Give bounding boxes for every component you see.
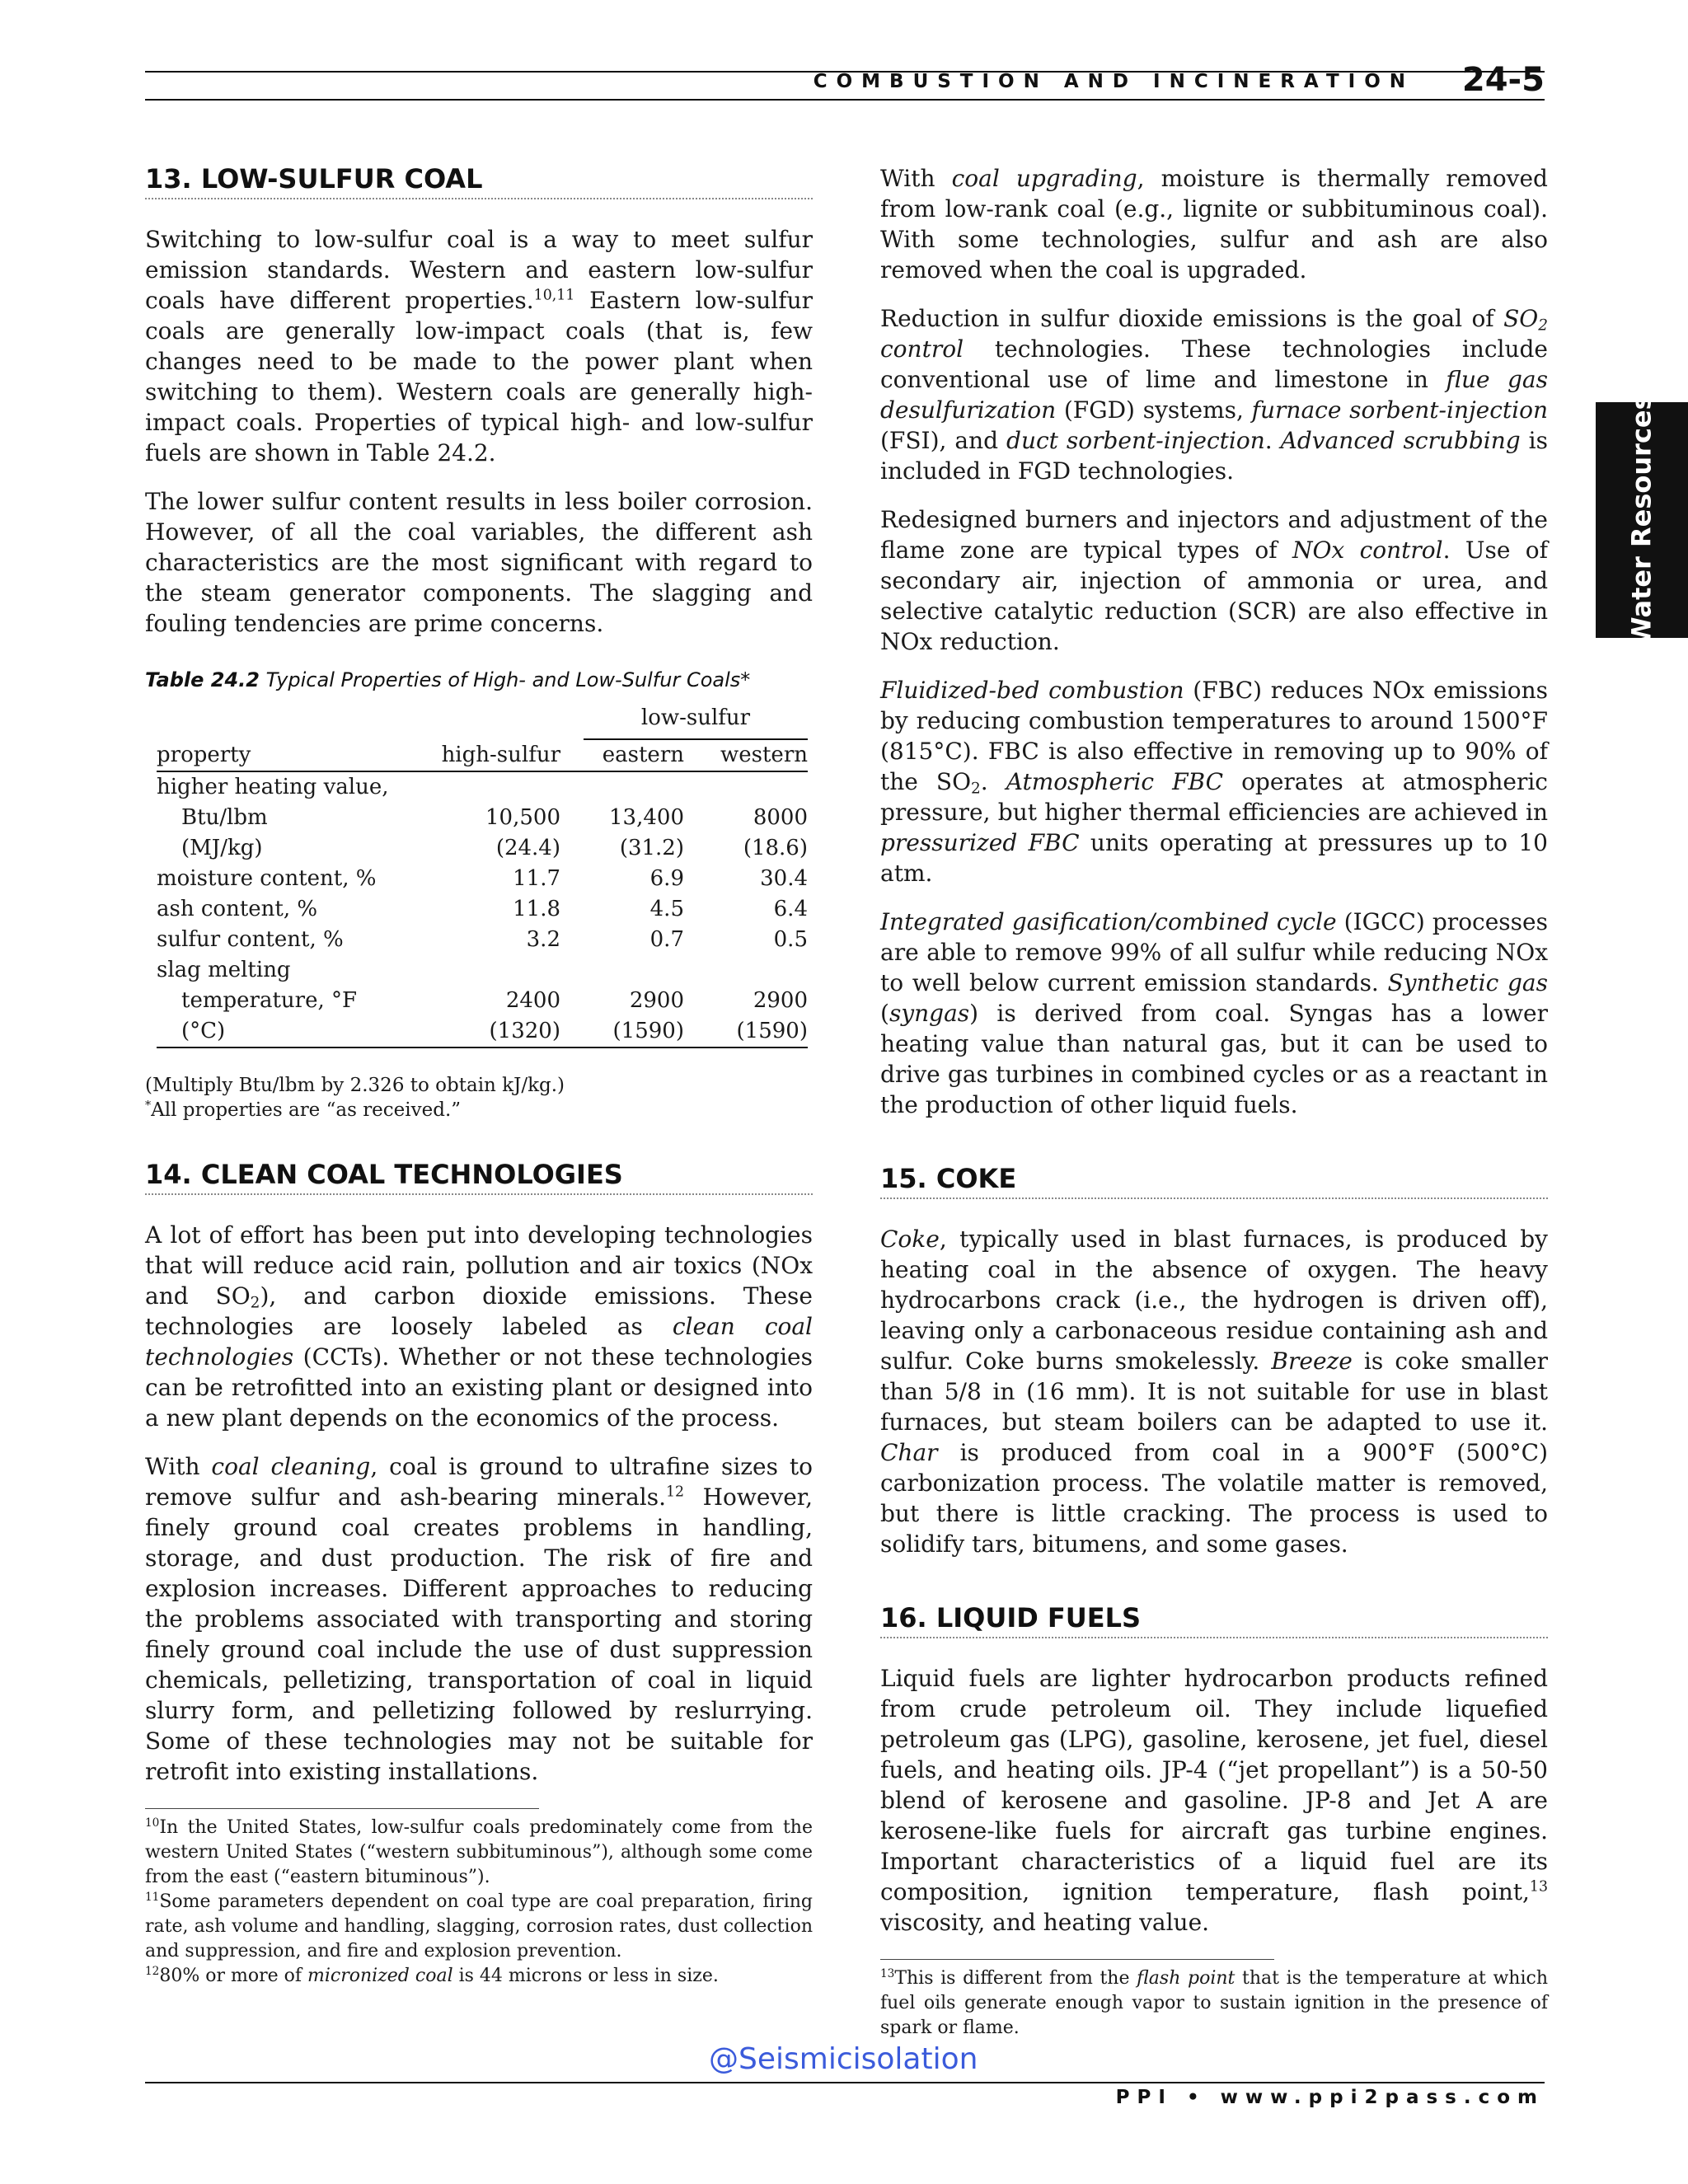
text: Redesigned burners and injectors and adjustment of the flame zone are typical types of bbox=[880, 506, 1548, 564]
cell-western: 2900 bbox=[753, 988, 808, 1013]
section-heading-low-sulfur-coal: 13. LOW-SULFUR COAL bbox=[145, 163, 813, 199]
term-part: SO bbox=[1503, 305, 1539, 332]
term: Integrated gasification/combined cycle bbox=[880, 908, 1337, 935]
cell-eastern: (31.2) bbox=[619, 836, 684, 860]
paragraph bbox=[880, 1224, 1548, 1559]
term: furnace sorbent-injection bbox=[1251, 396, 1549, 424]
cell-western bbox=[684, 771, 808, 803]
term: Char bbox=[880, 1439, 938, 1466]
cell-high: 11.8 bbox=[513, 897, 560, 921]
subscript: 2 bbox=[1538, 316, 1548, 335]
table-row bbox=[157, 955, 808, 986]
table-row bbox=[157, 864, 808, 894]
cell-western: (1590) bbox=[684, 1016, 808, 1047]
row-label: slag melting bbox=[157, 958, 291, 982]
text: Eastern low-sulfur coals are generally low-impact coals (that is, few changes need to be made to the power plant when switching to them). Western coals are generally high-impact coals. Properties of typical high- and low-sulfur fuels are shown in Table 24.2. bbox=[145, 287, 814, 466]
text: , moisture is thermally removed from low-rank coal (e.g., lignite or subbituminous coal). With some technologies, sulfur and ash are also removed when the coal is upgraded. bbox=[880, 165, 1548, 284]
footnote-text: 80% or more of bbox=[159, 1966, 308, 1986]
footnote-number: 10 bbox=[145, 1816, 160, 1830]
cell-western: 30.4 bbox=[760, 866, 808, 891]
term: Fluidized-bed combustion bbox=[880, 677, 1184, 704]
text: With bbox=[880, 165, 952, 192]
col-header-property: property bbox=[157, 740, 429, 771]
cell-high: 10,500 bbox=[485, 805, 560, 830]
footnote-number: 12 bbox=[145, 1964, 160, 1978]
paragraph bbox=[880, 907, 1548, 1120]
term: Synthetic gas bbox=[1387, 969, 1548, 996]
row-label: temperature, °F bbox=[181, 988, 358, 1013]
term: micronized coal bbox=[307, 1966, 453, 1986]
footnote-number: 13 bbox=[880, 1966, 895, 1980]
footnote-11 bbox=[145, 1890, 813, 1964]
footer-publisher: PPI • www.ppi2pass.com bbox=[1115, 2087, 1545, 2108]
table-note-asterisk: *All properties are “as received.” bbox=[145, 1099, 462, 1121]
text: (FBC) reduces NOx emissions by reducing combustion temperatures to around 1500°F (815°C). FBC is also effective in removing up to 90% of the SO bbox=[880, 677, 1548, 795]
cell-high: 2400 bbox=[505, 988, 560, 1013]
col-header-western: western bbox=[684, 740, 808, 771]
cell-high: (1320) bbox=[429, 1016, 560, 1047]
text: operates at atmospheric pressure, but higher thermal efficiencies are achieved in bbox=[880, 768, 1548, 826]
row-label: moisture content, % bbox=[157, 866, 377, 891]
row-label: (°C) bbox=[157, 1016, 429, 1047]
footnote-rule bbox=[145, 1808, 539, 1809]
text: ), and carbon dioxide emissions. These technologies are loosely labeled as bbox=[145, 1282, 813, 1340]
text: viscosity, and heating value. bbox=[880, 1909, 1210, 1936]
text: (FSI), and bbox=[880, 427, 1007, 454]
text: Switching to low-sulfur coal is a way to meet sulfur emission standards. Western and eastern low-sulfur coals have different properties. bbox=[145, 226, 813, 314]
cell-western: 6.4 bbox=[773, 897, 808, 921]
text: Reduction in sulfur dioxide emissions is the goal of bbox=[880, 305, 1504, 332]
paragraph bbox=[880, 504, 1548, 657]
paragraph bbox=[880, 675, 1548, 888]
table-caption bbox=[145, 668, 813, 691]
footnote-text: Some parameters dependent on coal type are coal preparation, firing rate, ash volume and handling, slagging, corrosion rates, dust collection and suppression, and fire and explosion prevention. bbox=[145, 1891, 813, 1961]
table-row bbox=[157, 771, 808, 803]
text: However, finely ground coal creates problems in handling, storage, and dust production. The risk of fire and explosion increases. Different approaches to reducing the problems associated with transporting and storing finely ground coal include the use of dust suppression chemicals, pelletizing, transportation of coal in liquid slurry form, and pelletizing followed by reslurrying. Some of these technologies may not be suitable for retrofit into existing installations. bbox=[145, 1483, 813, 1785]
text: A lot of effort has been put into developing technologies that will reduce acid rain, pollution and air toxics (NOx and SO bbox=[145, 1221, 813, 1310]
table-group-header-row bbox=[157, 703, 808, 740]
table-header-row bbox=[157, 740, 808, 771]
text: With bbox=[145, 1453, 212, 1480]
paragraph bbox=[880, 1663, 1548, 1938]
paragraph bbox=[145, 1451, 813, 1787]
cell-high bbox=[429, 771, 560, 803]
paragraph bbox=[880, 163, 1548, 285]
cell-western: (18.6) bbox=[743, 836, 808, 860]
term: Breeze bbox=[1271, 1347, 1353, 1375]
cell-high bbox=[429, 955, 560, 986]
table-note-text: All properties are “as received.” bbox=[151, 1099, 462, 1121]
text: (FGD) systems, bbox=[1056, 396, 1252, 424]
text: units operating at pressures up to 10 atm. bbox=[880, 829, 1548, 887]
cell-western: 0.5 bbox=[773, 927, 808, 952]
cell-eastern: 13,400 bbox=[609, 805, 684, 830]
term-part: control bbox=[880, 335, 964, 363]
table-row bbox=[157, 1016, 808, 1047]
term: flash point bbox=[1137, 1968, 1236, 1989]
term: syngas bbox=[889, 1000, 970, 1027]
section-heading-clean-coal: 14. CLEAN COAL TECHNOLOGIES bbox=[145, 1159, 813, 1195]
header-rule-bottom bbox=[145, 99, 1545, 101]
left-column bbox=[145, 163, 813, 1989]
row-label: (MJ/kg) bbox=[181, 836, 263, 860]
coal-properties-table bbox=[157, 703, 808, 1048]
cell-high: 11.7 bbox=[513, 866, 560, 891]
term: NOx control bbox=[1292, 537, 1443, 564]
table-row bbox=[157, 894, 808, 925]
cell-eastern: 4.5 bbox=[649, 897, 684, 921]
table-note-conversion: (Multiply Btu/lbm by 2.326 to obtain kJ/kg.) bbox=[145, 1075, 565, 1096]
term: flue gas desulfurization bbox=[880, 366, 1548, 424]
text: Liquid fuels are lighter hydrocarbon products refined from crude petroleum oil. They include liquefied petroleum gas (LPG), gasoline, kerosene, jet fuel, diesel fuels, and heating oils. JP-4 (“jet propellant”) is a 50-50 blend of kerosene and gasoline. JP-8 and Jet A are kerosene-like fuels for aircraft gas turbine engines. Important characteristics of a liquid fuel are its composition, ignition temperature, flash point, bbox=[880, 1665, 1548, 1905]
text: . Use of secondary air, injection of ammonia or urea, and selective catalytic reduction (SCR) are also effective in NOx reduction. bbox=[880, 537, 1548, 655]
footnote-12 bbox=[145, 1964, 813, 1989]
paragraph: A lot of effort has been put into developing technologies that will reduce acid rain, pollution and air toxics (NOx and $SO_2$), and carbon dioxide emissions. These technologies are loosely labeled as clean coal technologies (CCTs). Whether or not these technologies can be retrofitted into an existing plant or designed into a new plant depends on the economics of the process. bbox=[145, 1221, 814, 1432]
text: . bbox=[980, 768, 1006, 795]
text: (IGCC) processes are able to remove 99% of all sulfur while reducing NOx to well below current emission standards. bbox=[880, 908, 1548, 996]
row-label: ash content, % bbox=[157, 897, 318, 921]
page-number: 24-5 bbox=[1461, 61, 1545, 99]
text: ) is derived from coal. Syngas has a lower heating value than natural gas, but it can be used to drive gas turbines in combined cycles or as a reactant in the production of other liquid fuels. bbox=[880, 1000, 1548, 1118]
side-tab-label: Water Resources bbox=[1626, 394, 1658, 646]
text: . bbox=[1264, 427, 1281, 454]
table-row bbox=[157, 986, 808, 1016]
cell-western bbox=[684, 955, 808, 986]
footnote-ref: 12 bbox=[665, 1483, 685, 1501]
section-heading-coke: 15. COKE bbox=[880, 1163, 1548, 1199]
term: duct sorbent-injection bbox=[1006, 427, 1265, 454]
footer-rule bbox=[145, 2082, 1545, 2083]
cell-eastern: 0.7 bbox=[649, 927, 684, 952]
table-row bbox=[157, 803, 808, 833]
cell-western: 8000 bbox=[753, 805, 808, 830]
term: coal cleaning bbox=[211, 1453, 371, 1480]
paragraph: The lower sulfur content results in less boiler corrosion. However, of all the coal variables, the different ash characteristics are the most significant with regard to the steam generator components. The slagging and fouling tendencies are prime concerns. bbox=[145, 488, 813, 637]
footnote-10 bbox=[145, 1816, 813, 1890]
footnote-rule bbox=[880, 1959, 1274, 1960]
footnote-ref: 10,11 bbox=[533, 287, 575, 304]
text: is coke smaller than 5/8 in (16 mm). It is not suitable for use in blast furnaces, but steam boilers can be adapted to use it. bbox=[880, 1347, 1548, 1436]
term: clean coal technologies bbox=[145, 1313, 814, 1371]
group-header-low-sulfur bbox=[560, 703, 808, 740]
cell-eastern: (1590) bbox=[560, 1016, 684, 1047]
term: pressurized FBC bbox=[880, 829, 1080, 856]
term: Coke bbox=[880, 1226, 940, 1253]
subscript: 2 bbox=[971, 780, 981, 798]
term: Atmospheric FBC bbox=[1006, 768, 1224, 795]
table-row bbox=[157, 833, 808, 864]
watermark: @Seismicisolation bbox=[709, 2042, 978, 2076]
running-header-title: COMBUSTION AND INCINERATION bbox=[813, 71, 1414, 92]
text: is included in FGD technologies. bbox=[880, 427, 1548, 485]
cell-eastern: 6.9 bbox=[649, 866, 684, 891]
footnote-13 bbox=[880, 1966, 1548, 2041]
footnote-ref: 13 bbox=[1529, 1878, 1548, 1896]
cell-eastern bbox=[560, 771, 684, 803]
footnote-text: that is the temperature at which fuel oils generate enough vapor to sustain ignition in the presence of spark or flame. bbox=[880, 1968, 1548, 2038]
text: , typically used in blast furnaces, is produced by heating coal in the absence of oxygen. The heavy hydrocarbons crack (i.e., the hydrogen is driven off), leaving only a carbonaceous residue containing ash and sulfur. Coke burns smokelessly. bbox=[880, 1226, 1548, 1375]
text: ( bbox=[880, 1000, 889, 1027]
right-column bbox=[880, 163, 1548, 2041]
table-notes bbox=[145, 1073, 813, 1122]
text: , coal is ground to ultrafine sizes to remove sulfur and ash-bearing minerals. bbox=[145, 1453, 814, 1511]
text: (CCTs). Whether or not these technologies can be retrofitted into an existing plant or designed into a new plant depends on the economics of the process. bbox=[145, 1343, 813, 1432]
table-row bbox=[157, 925, 808, 955]
cell-high: (24.4) bbox=[495, 836, 560, 860]
footnote-text: is 44 microns or less in size. bbox=[452, 1966, 719, 1986]
footnote-text: This is different from the bbox=[894, 1968, 1137, 1989]
col-header-high-sulfur: high-sulfur bbox=[429, 740, 560, 771]
cell-high: 3.2 bbox=[526, 927, 560, 952]
row-label: sulfur content, % bbox=[157, 927, 344, 952]
cell-eastern bbox=[560, 955, 684, 986]
section-heading-liquid-fuels: 16. LIQUID FUELS bbox=[880, 1602, 1548, 1638]
text: is produced from coal in a 900°F (500°C) carbonization process. The volatile matter is removed, but there is little cracking. The process is used to solidify tars, bitumens, and some gases. bbox=[880, 1439, 1548, 1558]
row-label: higher heating value, bbox=[157, 775, 389, 799]
paragraph bbox=[145, 224, 813, 468]
footnote-number: 11 bbox=[145, 1890, 160, 1904]
cell-eastern: 2900 bbox=[629, 988, 684, 1013]
table-title: Typical Properties of High- and Low-Sulfur Coals* bbox=[259, 668, 751, 691]
paragraph bbox=[880, 303, 1548, 486]
col-header-eastern: eastern bbox=[560, 740, 684, 771]
term: coal upgrading bbox=[951, 165, 1137, 192]
side-tab bbox=[1596, 394, 1688, 646]
table-number: Table 24.2 bbox=[145, 668, 260, 691]
row-label: Btu/lbm bbox=[181, 805, 268, 830]
term: Advanced scrubbing bbox=[1280, 427, 1521, 454]
group-header-label: low-sulfur bbox=[584, 703, 808, 740]
text: technologies. These technologies include conventional use of lime and limestone in bbox=[880, 335, 1548, 393]
footnote-text: In the United States, low-sulfur coals predominately come from the western United States (“western subbituminous”), although some come from the east (“eastern bituminous”). bbox=[145, 1817, 813, 1887]
